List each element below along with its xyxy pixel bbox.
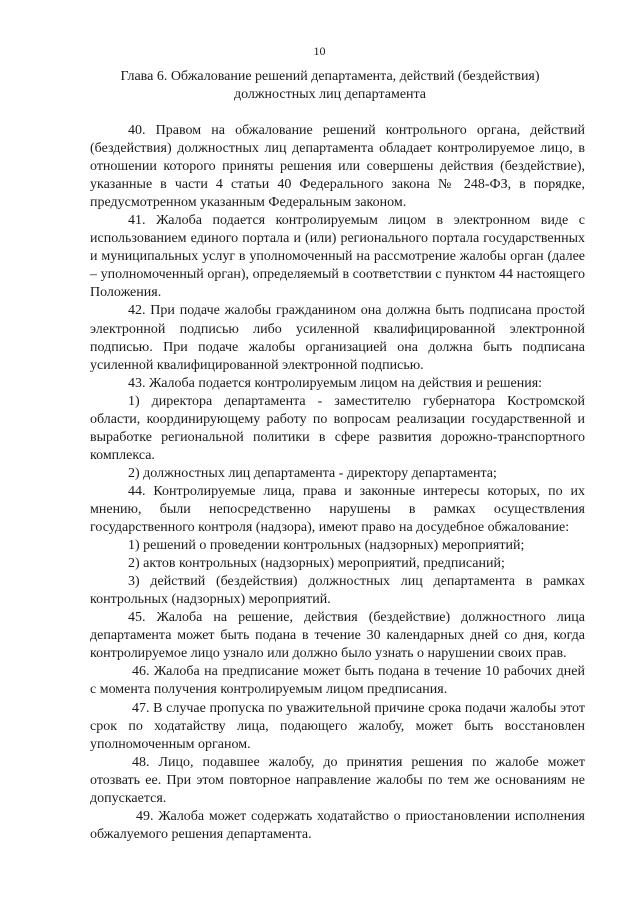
paragraph-47: 47. В случае пропуска по уважительной причине срока подачи жалобы этот срок по ходатайству лица, подающего жалобу, может быть восстановлен уполномоченным органом. — [90, 700, 585, 752]
paragraph-40: 40. Правом на обжалование решений контрольного органа, действий (бездействия) должностных лиц департамента обладает контролируемое лицо, в отношении которого приняты решения или совершены действия (бездействие), указанные в части 4 статьи 40 Федерального закона № 248-ФЗ, в порядке, предусмотренном указанным Федеральным законом. — [90, 123, 585, 211]
paragraph-48: 48. Лицо, подавшее жалобу, до принятия решения по жалобе может отозвать ее. При этом повторное направление жалобы по тем же основаниям не допускается. — [90, 754, 585, 806]
page-number: 10 — [313, 44, 326, 58]
paragraph-44-item-3: 3) действий (бездействия) должностных лиц департамента в рамках контрольных (надзорных) мероприятий. — [90, 574, 585, 608]
paragraph-44-item-1: 1) решений о проведении контрольных (надзорных) мероприятий; — [128, 538, 525, 554]
chapter-heading: Глава 6. Обжалование решений департамента, действий (бездействия) должностных лиц департамента — [120, 69, 540, 102]
paragraph-49: 49. Жалоба может содержать ходатайство о приостановлении исполнения обжалуемого решения департамента. — [90, 808, 585, 842]
paragraph-43: 43. Жалоба подается контролируемым лицом на действия и решения: — [128, 375, 543, 391]
paragraph-43-item-1: 1) директора департамента - заместителю губернатора Костромской области, координирующему работу по вопросам реализации государственной и выработке региональной политики в сфере развития дорожно-транспортного комплекса. — [90, 393, 585, 463]
paragraph-46: 46. Жалоба на предписание может быть подана в течение 10 рабочих дней с момента получения контролируемым лицом предписания. — [90, 664, 585, 698]
paragraph-44-item-2: 2) актов контрольных (надзорных) мероприятий, предписаний; — [128, 556, 505, 572]
paragraph-44: 44. Контролируемые лица, права и законные интересы которых, по их мнению, были непосредственно нарушены в рамках осуществления государственного контроля (надзора), имеют право на досудебное обжалование: — [90, 483, 585, 536]
document-body — [90, 122, 585, 844]
paragraph-43-item-2: 2) должностных лиц департамента - директору департамента; — [128, 465, 497, 481]
paragraph-41: 41. Жалоба подается контролируемым лицом в электронном виде с использованием единого портала и (или) регионального портала государственных и муниципальных услуг в уполномоченный на рассмотрение жалобы орган (далее – уполномоченный орган), определяемый в соответствии с пунктом 44 настоящего Положения. — [90, 213, 585, 301]
paragraph-45: 45. Жалоба на решение, действия (бездействие) должностного лица департамента может быть подана в течение 30 календарных дней со дня, когда контролируемое лицо узнало или должно было узнать о нарушении своих прав. — [90, 610, 585, 662]
paragraph-42: 42. При подаче жалобы гражданином она должна быть подписана простой электронной подписью либо усиленной квалифицированной электронной подписью. При подаче жалобы организацией она должна быть подписана усиленной квалифицированной электронной подписью. — [90, 303, 585, 373]
